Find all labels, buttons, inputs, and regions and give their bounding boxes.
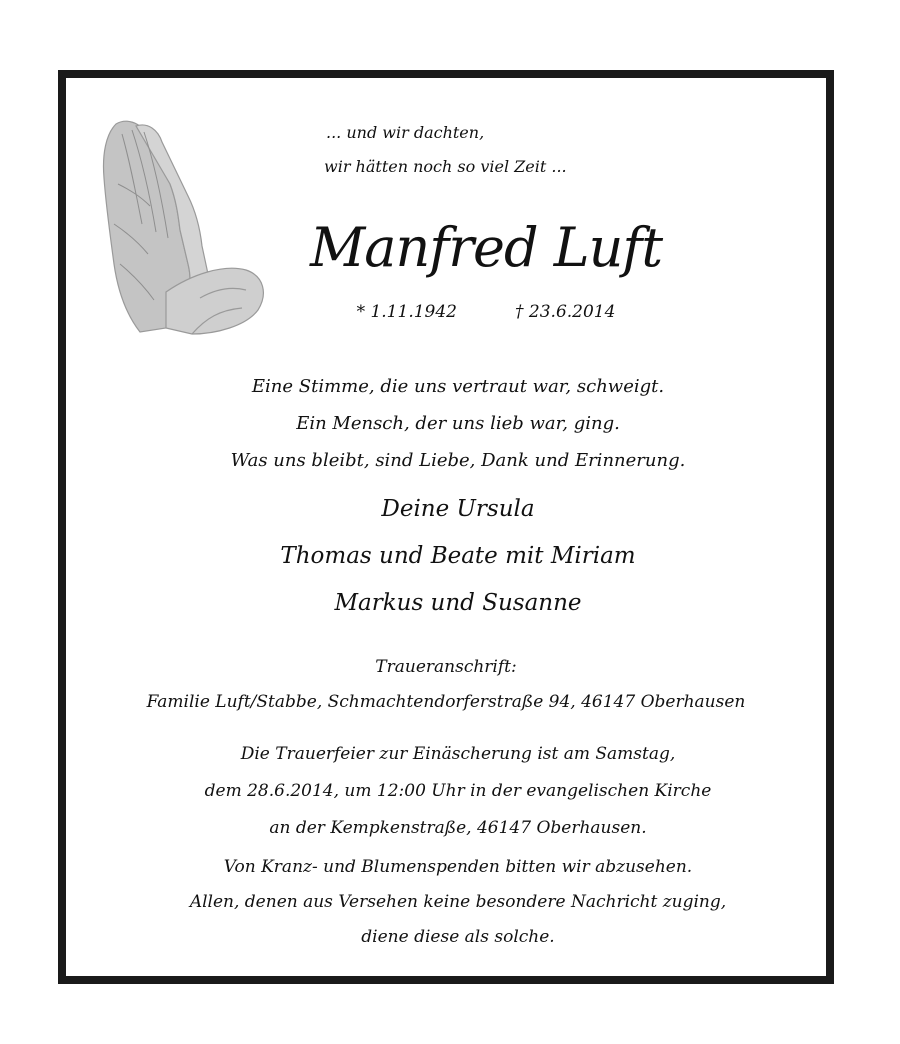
mourners-list	[78, 486, 838, 627]
quote-line: wir hätten noch so viel Zeit ...	[324, 157, 567, 176]
verse-line: Eine Stimme, die uns vertraut war, schweigt.	[251, 376, 665, 397]
funeral-line: an der Kempkenstraße, 46147 Oberhausen.	[269, 818, 647, 838]
mourner-name: Deine Ursula	[381, 496, 535, 522]
funeral-line: Die Trauerfeier zur Einäscherung ist am Samstag,	[240, 744, 676, 764]
quote-line: ... und wir dachten,	[326, 123, 485, 142]
deceased-name: Manfred Luft	[309, 216, 663, 279]
obituary-frame	[58, 70, 834, 984]
mourner-name: Thomas und Beate mit Miriam	[280, 543, 636, 569]
closing-line: Von Kranz- und Blumenspenden bitten wir abzusehen.	[223, 857, 693, 877]
verse-line: Ein Mensch, der uns lieb war, ging.	[296, 413, 620, 434]
address-text: Familie Luft/Stabbe, Schmachtendorferstraße 94, 46147 Oberhausen	[146, 692, 746, 712]
mourner-name: Markus und Susanne	[334, 590, 582, 616]
verse-line: Was uns bleibt, sind Liebe, Dank und Erinnerung.	[230, 450, 686, 471]
birth-date: * 1.11.1942	[356, 302, 457, 322]
address-label: Traueranschrift:	[375, 657, 517, 677]
mourning-address	[66, 650, 826, 720]
closing-note	[78, 850, 838, 955]
closing-line: diene diese als solche.	[361, 927, 555, 947]
opening-quote	[186, 116, 626, 184]
funeral-line: dem 28.6.2014, um 12:00 Uhr in der evangelischen Kirche	[204, 781, 712, 801]
funeral-details	[78, 736, 838, 847]
death-date: † 23.6.2014	[515, 302, 616, 322]
memorial-verse	[78, 368, 838, 479]
life-dates	[106, 300, 866, 324]
closing-line: Allen, denen aus Versehen keine besondere Nachricht zuging,	[189, 892, 727, 912]
